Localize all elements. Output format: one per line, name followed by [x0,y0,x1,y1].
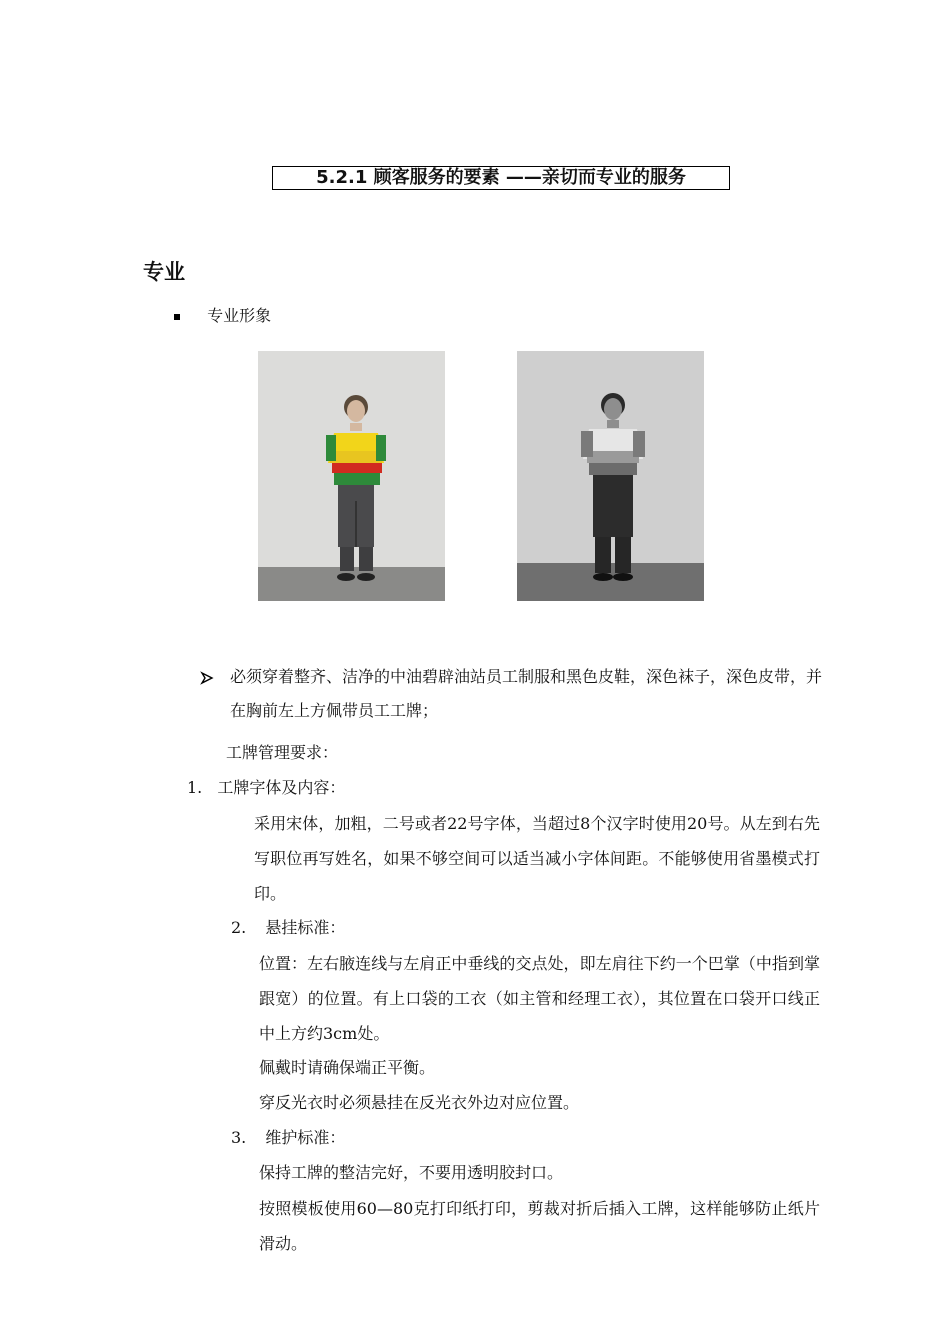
square-bullet-icon [174,314,180,320]
badge-heading: 工牌管理要求： [226,743,339,762]
item-1-label: 工牌字体及内容： [217,778,346,797]
item-2-extra-2: 穿反光衣时必须悬挂在反光衣外边对应位置。 [259,1093,580,1112]
item-2-text: 位置：左右腋连线与左肩正中垂线的交点处，即左肩往下约一个巴掌（中指到掌跟宽）的位置。有上口袋的工衣（如主管和经理工衣），其位置在口袋开口线正中上方约3cm处。 [259,954,820,1043]
male-staff-icon [517,351,704,601]
item-3-header [231,1121,345,1155]
item-1-header [187,771,345,805]
bullet-item [174,303,271,326]
item-3-text: 按照模板使用60—80克打印纸打印，剪裁对折后插入工牌，这样能够防止纸片滑动。 [259,1199,820,1253]
item-2-extra-1: 佩戴时请确保端正平衡。 [259,1058,436,1077]
photo-female-staff [258,351,445,601]
bullet-item-label: 专业形象 [207,306,272,325]
arrow-bullet-item [200,660,822,728]
section-heading: 专业 [143,260,185,284]
item-2-label: 悬挂标准： [265,918,346,937]
page-title: 5.2.1 顾客服务的要素 ——亲切而专业的服务 [272,166,730,190]
arrow-item-text: 必须穿着整齐、洁净的中油碧辟油站员工制服和黑色皮鞋，深色袜子，深色皮带，并在胸前左上方佩带员工工牌； [230,667,823,720]
item-3-extra-1: 保持工牌的整洁完好，不要用透明胶封口。 [259,1163,564,1182]
item-1-number: 1. [187,778,203,797]
item-2-number: 2. [231,918,247,937]
photo-male-staff [517,351,704,601]
female-staff-icon [258,351,445,601]
item-1-text: 采用宋体，加粗，二号或者22号字体，当超过8个汉字时使用20号。从左到右先写职位再写姓名，如果不够空间可以适当减小字体间距。不能够使用省墨模式打印。 [254,814,820,903]
arrow-bullet-icon [200,660,216,694]
item-2-header [231,911,345,945]
item-3-label: 维护标准： [265,1128,346,1147]
item-3-number: 3. [231,1128,247,1147]
